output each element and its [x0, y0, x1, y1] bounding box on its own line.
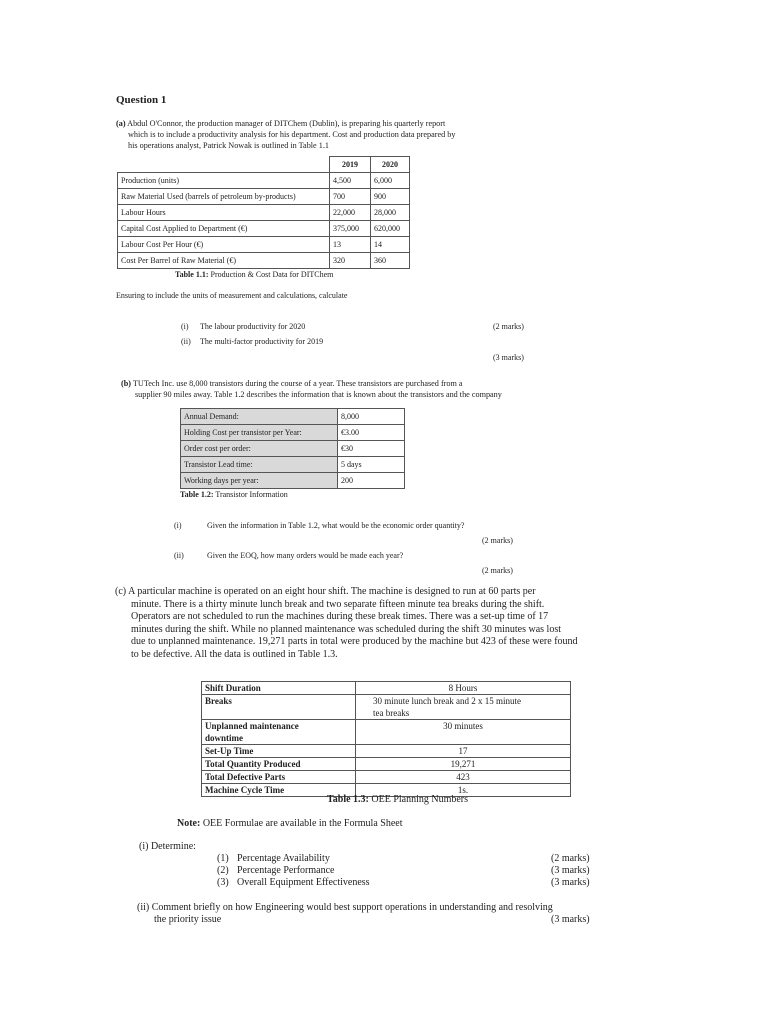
table-label: downtime [205, 733, 243, 743]
part-c-intro-line: A particular machine is operated on an eight hour shift. The machine is designed to run at 60 parts per [128, 586, 536, 597]
part-b-intro [121, 378, 502, 400]
part-c-item-marks: (3 marks) [551, 877, 590, 888]
part-c-item-text: Overall Equipment Effectiveness [237, 877, 370, 888]
table-cell [202, 758, 356, 771]
part-c-item-text: Percentage Availability [237, 853, 330, 864]
table-cell: Labour Cost Per Hour (€) [118, 237, 330, 253]
table-header-cell [118, 157, 330, 173]
table-row [202, 720, 571, 745]
table-cell: 5 days [338, 457, 405, 473]
table-label: Machine Cycle Time [205, 785, 285, 795]
table-value: 30 minute lunch break and 2 x 15 minute [373, 696, 521, 706]
table-label: Shift Duration [205, 683, 261, 693]
table-1-3-caption [327, 794, 468, 805]
table-row [202, 745, 571, 758]
table-row [202, 682, 571, 695]
table-row [181, 457, 405, 473]
table-cell: Raw Material Used (barrels of petroleum by-products) [118, 189, 330, 205]
part-c-item-text: Percentage Performance [237, 865, 335, 876]
table-cell: 6,000 [371, 173, 410, 189]
part-b-item-num: (ii) [174, 551, 184, 560]
caption-text: Production & Cost Data for DITChem [208, 270, 334, 279]
part-a-intro-line: Abdul O'Connor, the production manager of DITChem (Dublin), is preparing his quarterly report [127, 119, 446, 128]
part-c-comment-line: (ii) Comment briefly on how Engineering would best support operations in understanding and resolving [137, 902, 553, 913]
table-cell: €30 [338, 441, 405, 457]
table-cell: 320 [330, 253, 371, 269]
part-c-comment-line: the priority issue [154, 914, 222, 925]
table-cell [356, 695, 571, 720]
part-c-intro-line: minutes during the shift. While no planned maintenance was scheduled during the shift 30 minutes was lost [131, 623, 562, 635]
part-b-label: (b) [121, 379, 132, 388]
part-a-label: (a) [116, 119, 126, 128]
part-b-item-marks: (2 marks) [482, 536, 513, 545]
note-text: OEE Formulae are available in the Formula Sheet [200, 818, 403, 829]
table-cell [202, 682, 356, 695]
table-cell: 375,000 [330, 221, 371, 237]
caption-text: OEE Planning Numbers [368, 794, 469, 805]
table-cell [356, 720, 571, 745]
part-a-item-marks: (3 marks) [493, 353, 524, 362]
part-a-item-num: (ii) [181, 337, 191, 346]
table-cell: Cost Per Barrel of Raw Material (€) [118, 253, 330, 269]
note [177, 818, 403, 829]
part-c-intro-line: minute. There is a thirty minute lunch break and two separate fifteen minute tea breaks during the shift. [131, 598, 545, 610]
table-row [118, 189, 410, 205]
table-cell: Production (units) [118, 173, 330, 189]
determine-label: (i) Determine: [139, 841, 196, 852]
table-row [118, 237, 410, 253]
table-cell [202, 771, 356, 784]
part-c-intro-line: due to unplanned maintenance. 19,271 parts in total were produced by the machine but 423 of these were found [131, 636, 578, 647]
table-row [181, 425, 405, 441]
table-row [181, 441, 405, 457]
part-a-instruction: Ensuring to include the units of measurement and calculations, calculate [116, 291, 348, 300]
table-cell: Capital Cost Applied to Department (€) [118, 221, 330, 237]
table-cell: 13 [330, 237, 371, 253]
part-a-intro [116, 118, 455, 151]
part-c-item-num: (1) [217, 853, 229, 864]
table-header-row [118, 157, 410, 173]
table-cell: Working days per year: [181, 473, 338, 489]
table-cell: 8,000 [338, 409, 405, 425]
part-a-item-marks: (2 marks) [493, 322, 524, 331]
table-cell: 620,000 [371, 221, 410, 237]
part-c-label: (c) [115, 586, 127, 597]
table-value: tea breaks [373, 708, 410, 718]
table-cell: Transistor Lead time: [181, 457, 338, 473]
caption-label: Table 1.2: [180, 490, 214, 499]
note-label: Note: [177, 818, 201, 829]
part-b-item-text: Given the EOQ, how many orders would be made each year? [207, 551, 404, 560]
caption-label: Table 1.1: [175, 270, 209, 279]
part-a-item-text: The labour productivity for 2020 [200, 322, 306, 331]
part-a-intro-line: which is to include a productivity analysis for his department. Cost and production data prepared by [128, 130, 456, 139]
table-cell [202, 720, 356, 745]
part-b-intro-line: supplier 90 miles away. Table 1.2 describes the information that is known about the transistors and the company [135, 390, 502, 399]
part-c-item-num: (3) [217, 877, 229, 888]
part-c-item-marks: (2 marks) [551, 853, 590, 864]
table-row [118, 253, 410, 269]
part-c-intro [115, 586, 578, 661]
table-cell: 4,500 [330, 173, 371, 189]
table-label: Total Defective Parts [205, 772, 286, 782]
table-cell [356, 758, 571, 771]
table-cell [202, 745, 356, 758]
part-a-item-num: (i) [181, 322, 189, 331]
table-label: Unplanned maintenance [205, 721, 299, 731]
table-cell: 700 [330, 189, 371, 205]
table-label: Set-Up Time [205, 746, 254, 756]
part-b-intro-line: TUTech Inc. use 8,000 transistors during the course of a year. These transistors are purchased from a [132, 379, 463, 388]
table-header-cell: 2019 [330, 157, 371, 173]
part-a-intro-line: his operations analyst, Patrick Nowak is outlined in Table 1.1 [128, 141, 329, 150]
table-row [181, 409, 405, 425]
table-cell: Order cost per order: [181, 441, 338, 457]
table-1-2 [180, 408, 405, 489]
table-value: 8 Hours [448, 683, 478, 693]
table-cell [356, 682, 571, 695]
table-1-2-caption [180, 490, 288, 499]
table-1-3 [201, 681, 571, 797]
table-value: 17 [458, 746, 468, 756]
table-cell: 900 [371, 189, 410, 205]
question-title: Question 1 [116, 94, 167, 106]
table-label: Total Quantity Produced [205, 759, 301, 769]
table-row [118, 221, 410, 237]
table-value: 1s. [457, 785, 469, 795]
part-c-item-marks: (3 marks) [551, 865, 590, 876]
part-b-item-marks: (2 marks) [482, 566, 513, 575]
table-header-cell: 2020 [371, 157, 410, 173]
table-cell: 360 [371, 253, 410, 269]
caption-text: Transistor Information [213, 490, 288, 499]
table-cell [356, 745, 571, 758]
table-cell [202, 695, 356, 720]
table-row [202, 695, 571, 720]
part-b-item-num: (i) [174, 521, 182, 530]
part-c-item-num: (2) [217, 865, 229, 876]
part-a-item-text: The multi-factor productivity for 2019 [200, 337, 324, 346]
caption-label: Table 1.3: [327, 794, 369, 805]
table-cell: Labour Hours [118, 205, 330, 221]
table-value: 30 minutes [443, 721, 483, 731]
table-label: Breaks [205, 696, 232, 706]
table-row [118, 173, 410, 189]
part-c-intro-line: to be defective. All the data is outlined in Table 1.3. [131, 648, 338, 660]
part-b-item-text: Given the information in Table 1.2, what would be the economic order quantity? [207, 521, 465, 530]
table-cell [356, 771, 571, 784]
table-row [181, 473, 405, 489]
table-row [202, 758, 571, 771]
part-c-comment-marks: (3 marks) [551, 914, 590, 925]
table-cell: Annual Demand: [181, 409, 338, 425]
table-value: 19,271 [450, 759, 476, 769]
table-1-1 [117, 156, 410, 269]
table-cell: 22,000 [330, 205, 371, 221]
table-cell: 14 [371, 237, 410, 253]
table-cell: 28,000 [371, 205, 410, 221]
table-row [202, 771, 571, 784]
table-1-1-caption [175, 270, 333, 279]
table-row [118, 205, 410, 221]
table-cell: €3.00 [338, 425, 405, 441]
table-cell: Holding Cost per transistor per Year: [181, 425, 338, 441]
table-cell: 200 [338, 473, 405, 489]
table-value: 423 [456, 772, 470, 782]
part-c-intro-line: Operators are not scheduled to run the machines during these break times. There was a set-up time of 17 [131, 611, 549, 622]
